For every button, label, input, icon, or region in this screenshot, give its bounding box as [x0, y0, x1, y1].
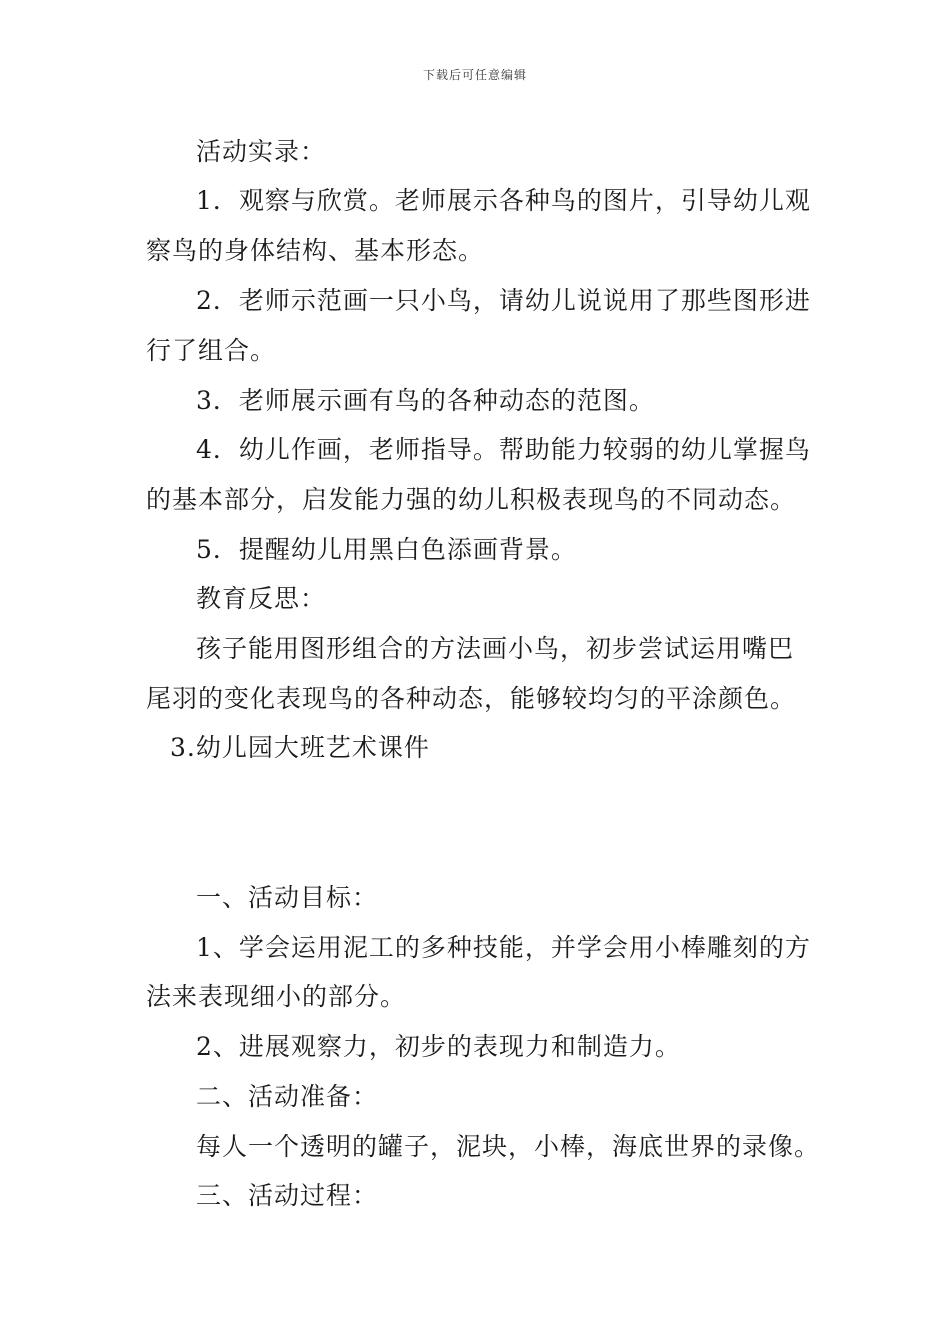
section-heading-preparation: 二、活动准备： [196, 1082, 379, 1111]
section-heading-goals: 一、活动目标： [196, 883, 379, 912]
paragraph-line: 4．幼儿作画，老师指导。帮助能力较弱的幼儿掌握鸟 [196, 435, 811, 464]
page-header: 下载后可任意编辑 [422, 68, 527, 82]
section-heading-reflection: 教育反思： [196, 584, 327, 613]
paragraph-line: 孩子能用图形组合的方法画小鸟，初步尝试运用嘴巴 [196, 634, 795, 663]
paragraph-line: 3．老师展示画有鸟的各种动态的范图。 [196, 386, 655, 415]
paragraph-line: 尾羽的变化表现鸟的各种动态，能够较均匀的平涂颜色。 [146, 684, 797, 713]
paragraph-line: 1．观察与欣赏。老师展示各种鸟的图片，引导幼儿观 [196, 186, 811, 215]
paragraph-line: 的基本部分，启发能力强的幼儿积极表现鸟的不同动态。 [146, 485, 797, 514]
paragraph-line: 2、进展观察力，初步的表现力和制造力。 [196, 1032, 681, 1061]
paragraph-line: 2．老师示范画一只小鸟，请幼儿说说用了那些图形进 [196, 286, 811, 315]
paragraph-line: 法来表现细小的部分。 [146, 982, 407, 1011]
paragraph-line: 1、学会运用泥工的多种技能，并学会用小棒雕刻的方 [196, 933, 811, 962]
paragraph-line: 行了组合。 [146, 336, 277, 365]
paragraph-line: 每人一个透明的罐子，泥块，小棒，海底世界的录像。 [196, 1132, 821, 1161]
paragraph-line: 5．提醒幼儿用黑白色添画背景。 [196, 535, 577, 564]
paragraph-line: 察鸟的身体结构、基本形态。 [146, 236, 485, 265]
document-title: 3.幼儿园大班艺术课件 [170, 733, 430, 762]
section-heading-process: 三、活动过程： [196, 1181, 379, 1210]
section-heading-activity-record: 活动实录： [196, 137, 327, 166]
